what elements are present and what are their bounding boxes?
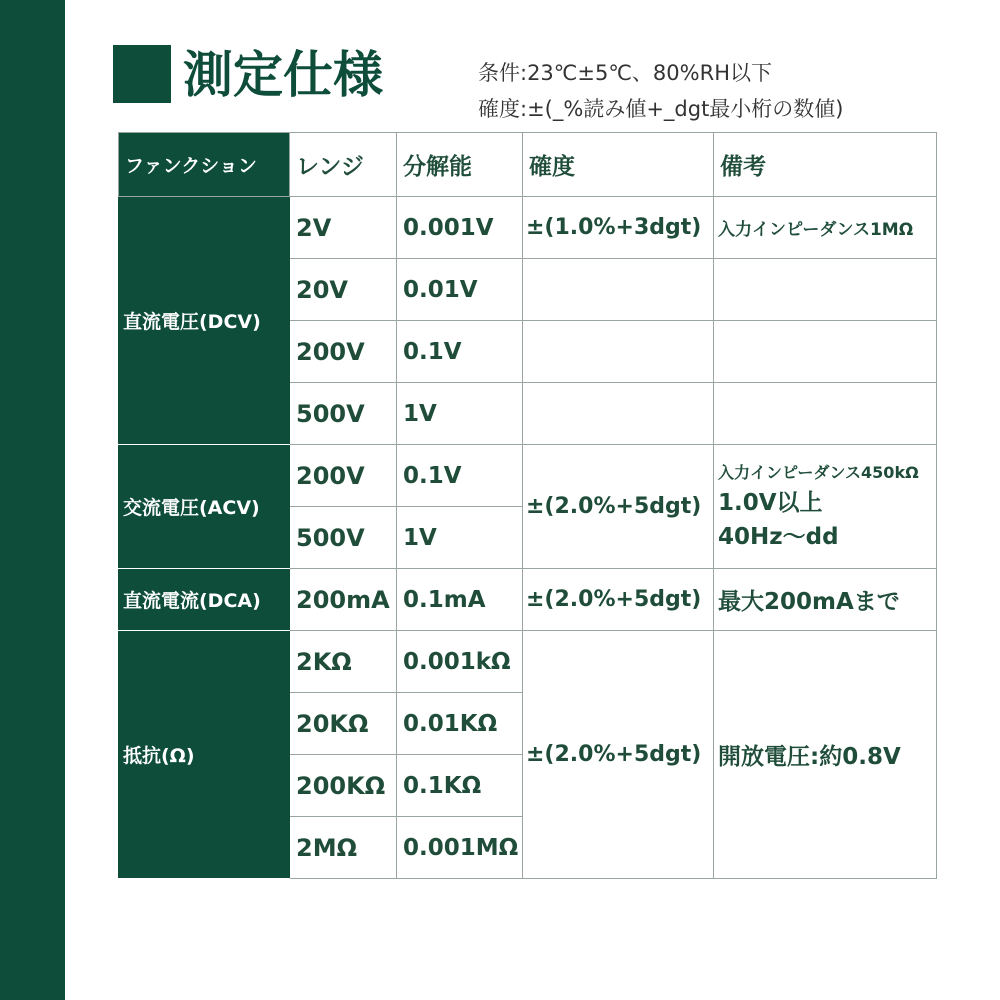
function-cell-dcv: 直流電圧(DCV): [119, 197, 290, 445]
note-line: 1.0V以上: [718, 489, 823, 516]
note-cell-dcv: 入力インピーダンス1MΩ: [714, 197, 937, 259]
spec-table: [118, 132, 937, 879]
function-cell-dca: 直流電流(DCA): [119, 569, 290, 631]
resolution-cell: 0.001kΩ: [397, 631, 523, 693]
header-resolution: 分解能: [397, 133, 523, 197]
resolution-cell: 0.01KΩ: [397, 693, 523, 755]
range-cell: 2KΩ: [290, 631, 397, 693]
function-cell-acv: 交流電圧(ACV): [119, 445, 290, 569]
resolution-cell: 1V: [397, 383, 523, 445]
resolution-cell: 0.1V: [397, 445, 523, 507]
title-marker: [113, 45, 171, 103]
resolution-cell: 0.001MΩ: [397, 817, 523, 879]
note-cell-acv: [714, 445, 937, 569]
empty-cell: [714, 259, 937, 321]
resolution-cell: 1V: [397, 507, 523, 569]
range-cell: 200mA: [290, 569, 397, 631]
table-row: [119, 631, 937, 693]
note-line: 入力インピーダンス450kΩ: [718, 462, 919, 482]
resolution-cell: 0.1V: [397, 321, 523, 383]
range-cell: 500V: [290, 507, 397, 569]
conditions-line-1: 条件:23℃±5℃、80%RH以下: [478, 61, 772, 85]
table-row: [119, 197, 937, 259]
resolution-cell: 0.001V: [397, 197, 523, 259]
range-cell: 200V: [290, 321, 397, 383]
table-row: [119, 569, 937, 631]
accuracy-cell-dcv: ±(1.0%+3dgt): [523, 197, 714, 259]
header-notes: 備考: [714, 133, 937, 197]
note-line: 40Hz～dd: [718, 523, 839, 550]
range-cell: 20KΩ: [290, 693, 397, 755]
empty-cell: [523, 259, 714, 321]
header-range: レンジ: [290, 133, 397, 197]
accuracy-cell-ohm: ±(2.0%+5dgt): [523, 631, 714, 879]
empty-cell: [523, 383, 714, 445]
resolution-cell: 0.1mA: [397, 569, 523, 631]
conditions-line-2: 確度:±(_%読み値+_dgt最小桁の数値): [478, 97, 844, 121]
page-title: 測定仕様: [183, 46, 383, 104]
range-cell: 20V: [290, 259, 397, 321]
header-function: ファンクション: [119, 133, 290, 197]
function-cell-ohm: 抵抗(Ω): [119, 631, 290, 879]
range-cell: 2V: [290, 197, 397, 259]
side-accent-bar: [0, 0, 65, 1000]
note-cell-dca: 最大200mAまで: [714, 569, 937, 631]
table-row: [119, 445, 937, 507]
accuracy-cell-acv: ±(2.0%+5dgt): [523, 445, 714, 569]
resolution-cell: 0.01V: [397, 259, 523, 321]
header-row: [119, 133, 937, 197]
resolution-cell: 0.1KΩ: [397, 755, 523, 817]
range-cell: 500V: [290, 383, 397, 445]
note-cell-ohm: 開放電圧:約0.8V: [714, 631, 937, 879]
range-cell: 200KΩ: [290, 755, 397, 817]
empty-cell: [714, 383, 937, 445]
range-cell: 2MΩ: [290, 817, 397, 879]
header-accuracy: 確度: [523, 133, 714, 197]
empty-cell: [523, 321, 714, 383]
accuracy-cell-dca: ±(2.0%+5dgt): [523, 569, 714, 631]
empty-cell: [714, 321, 937, 383]
range-cell: 200V: [290, 445, 397, 507]
